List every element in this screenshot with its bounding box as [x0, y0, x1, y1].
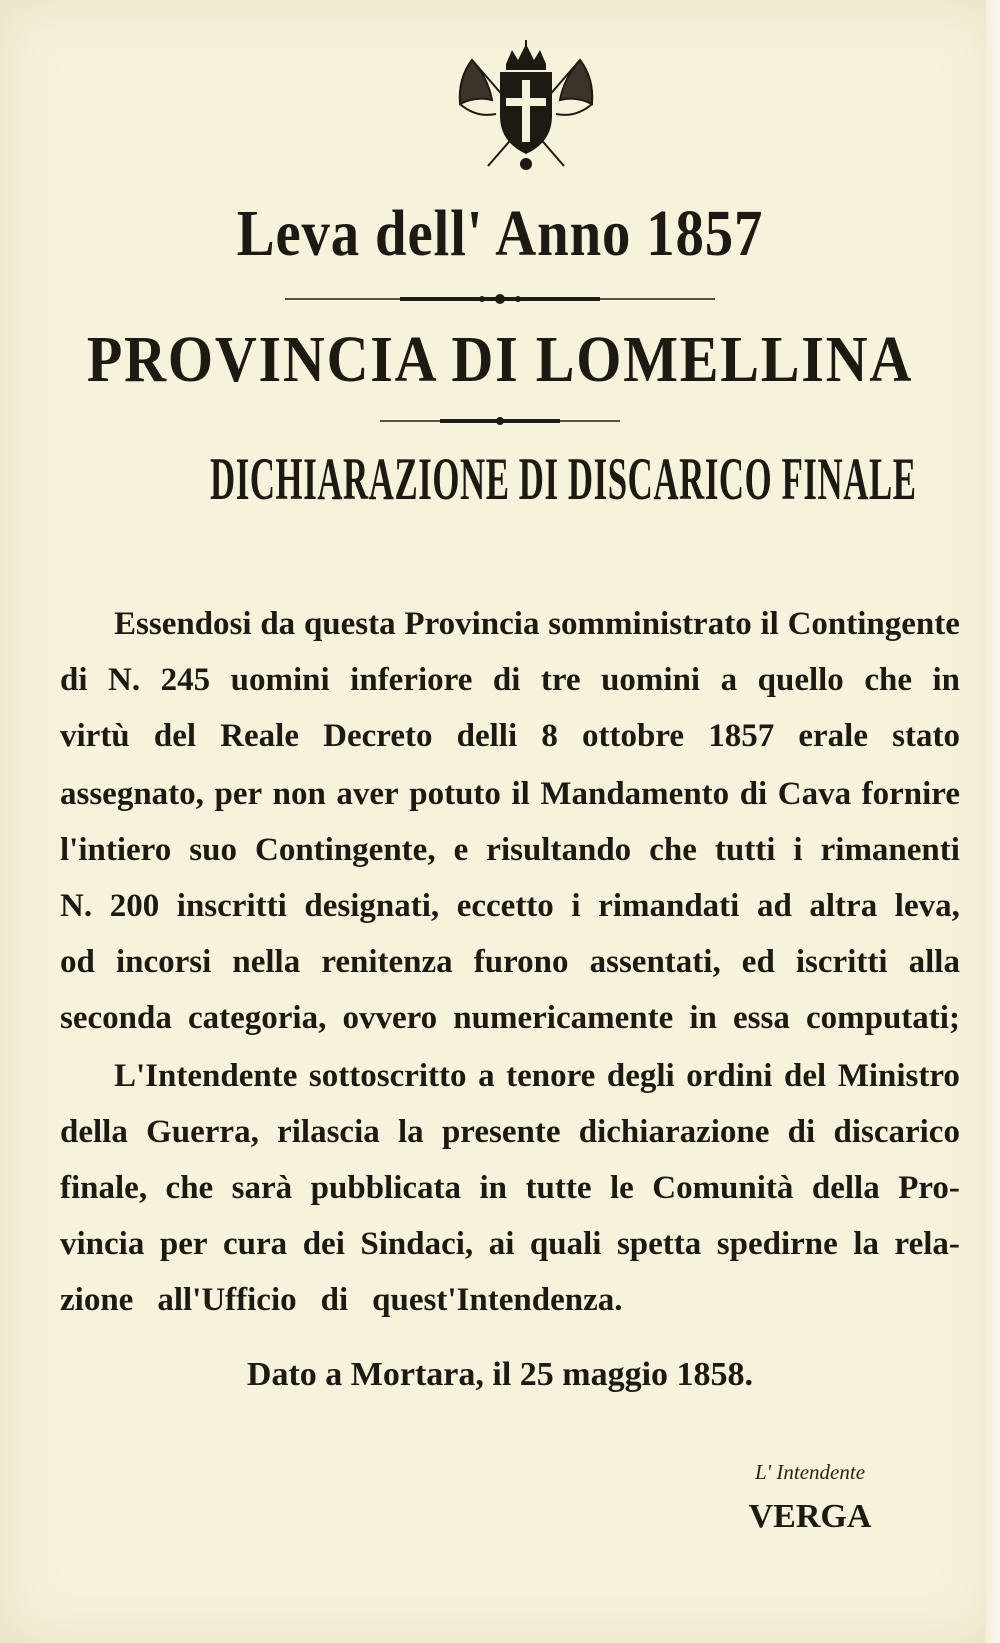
- body-word: nella: [232, 944, 301, 980]
- body-word: aver: [336, 776, 399, 812]
- body-line: [60, 776, 960, 826]
- body-word: uomini: [230, 662, 330, 698]
- body-line: [60, 944, 960, 994]
- body-word: ottobre: [582, 718, 685, 754]
- body-word: 1857: [708, 718, 775, 754]
- body-word: suo: [189, 832, 237, 868]
- body-word: Comunità: [652, 1170, 794, 1206]
- body-word: pubblicata: [310, 1170, 462, 1206]
- body-word: quest'Intendenza.: [372, 1282, 623, 1318]
- body-word: altra: [809, 888, 878, 924]
- body-word: somministrato: [548, 606, 752, 642]
- body-line: [114, 606, 960, 656]
- body-word: da: [260, 606, 296, 642]
- body-word: questa: [303, 606, 396, 642]
- body-word: assegnato,: [60, 776, 204, 812]
- body-word: Mandamento: [540, 776, 730, 812]
- body-word: i: [571, 888, 581, 924]
- body-word: per: [214, 776, 263, 812]
- body-word: tutte: [525, 1170, 592, 1206]
- body-word: inferiore: [350, 662, 473, 698]
- body-word: tenore: [506, 1058, 596, 1094]
- body-word: quali: [529, 1226, 602, 1262]
- body-word: alla: [908, 944, 960, 980]
- body-line: [60, 1226, 960, 1276]
- body-word: rimandati: [598, 888, 740, 924]
- levy-year-title: Leva dell' Anno 1857: [236, 197, 764, 270]
- body-word: la: [398, 1114, 424, 1150]
- body-word: ai: [488, 1226, 515, 1262]
- declaration-title: DICHIARAZIONE DI DISCARICO FINALE: [210, 446, 917, 512]
- body-word: non: [272, 776, 326, 812]
- body-word: Sindaci,: [360, 1226, 474, 1262]
- body-word: quello: [757, 662, 844, 698]
- body-word: sarà: [231, 1170, 293, 1206]
- body-word: Decreto: [323, 718, 433, 754]
- body-word: spedirne: [716, 1226, 838, 1262]
- province-title: PROVINCIA DI LOMELLINA: [86, 323, 914, 396]
- paper-edge: [986, 0, 1000, 1643]
- body-word: Provincia: [404, 606, 540, 642]
- body-word: Cava: [777, 776, 852, 812]
- body-word: del: [783, 1058, 827, 1094]
- body-line: [60, 1170, 960, 1220]
- body-word: ovvero: [342, 1000, 438, 1036]
- body-line: [60, 832, 960, 882]
- body-word: ed: [741, 944, 775, 980]
- body-line: [60, 662, 960, 712]
- body-word: tutti: [714, 832, 776, 868]
- body-word: zione: [60, 1282, 134, 1318]
- body-line: [60, 888, 960, 938]
- body-word: renitenza: [321, 944, 453, 980]
- body-word: eccetto: [456, 888, 554, 924]
- body-word: tre: [540, 662, 581, 698]
- body-word: del: [153, 718, 197, 754]
- body-word: ordini: [686, 1058, 773, 1094]
- body-word: finale,: [60, 1170, 148, 1206]
- body-word: fornire: [861, 776, 960, 812]
- body-word: presente: [441, 1114, 561, 1150]
- body-word: Contingente: [787, 606, 960, 642]
- body-word: all'Ufficio: [157, 1282, 297, 1318]
- body-word: Pro-: [898, 1170, 960, 1206]
- body-word: di: [492, 662, 521, 698]
- body-line: [60, 1114, 960, 1164]
- body-word: e: [453, 832, 469, 868]
- body-word: in: [689, 1000, 717, 1036]
- body-line: [60, 1282, 960, 1332]
- body-word: 8: [541, 718, 558, 754]
- body-word: uomini: [601, 662, 701, 698]
- body-word: la: [853, 1226, 879, 1262]
- body-word: a: [478, 1058, 495, 1094]
- body-word: rilascia: [277, 1114, 380, 1150]
- body-word: assentati,: [589, 944, 721, 980]
- body-word: di: [739, 776, 768, 812]
- body-word: che: [649, 832, 697, 868]
- body-word: od: [60, 944, 95, 980]
- body-word: numericamente: [453, 1000, 674, 1036]
- body-word: computati;: [805, 1000, 960, 1036]
- savoy-coat-of-arms-emblem: [452, 38, 600, 180]
- body-word: N.: [108, 662, 141, 698]
- body-word: Contingente,: [254, 832, 436, 868]
- body-line: [60, 1000, 960, 1050]
- body-word: i: [793, 832, 803, 868]
- body-word: Reale: [220, 718, 299, 754]
- body-word: N.: [60, 888, 93, 924]
- body-word: che: [864, 662, 912, 698]
- body-word: L'Intendente: [114, 1058, 298, 1094]
- body-word: inscritti: [176, 888, 287, 924]
- body-word: essa: [733, 1000, 790, 1036]
- body-word: virtù: [60, 718, 130, 754]
- body-word: vincia: [60, 1226, 145, 1262]
- body-word: potuto: [409, 776, 501, 812]
- body-word: a: [720, 662, 738, 698]
- date-line: Dato a Mortara, il 25 maggio 1858.: [246, 1356, 754, 1393]
- body-word: categoria,: [187, 1000, 327, 1036]
- body-word: discarico: [833, 1114, 960, 1150]
- body-word: stato: [892, 718, 960, 754]
- body-word: Guerra,: [146, 1114, 259, 1150]
- body-word: iscritti: [795, 944, 888, 980]
- body-word: in: [479, 1170, 508, 1206]
- body-word: per: [159, 1226, 208, 1262]
- title-divider-ornament: [0, 292, 1000, 306]
- body-word: Ministro: [837, 1058, 960, 1094]
- body-word: il: [760, 606, 779, 642]
- body-word: erale: [798, 718, 868, 754]
- body-line: [60, 718, 960, 768]
- body-word: rimanenti: [820, 832, 960, 868]
- body-word: furono: [473, 944, 569, 980]
- body-word: di: [60, 662, 88, 698]
- body-word: ad: [756, 888, 792, 924]
- body-word: le: [609, 1170, 634, 1206]
- body-word: della: [811, 1170, 880, 1206]
- signature-name: VERGA: [748, 1498, 872, 1535]
- signature-label: L' Intendente: [754, 1460, 866, 1484]
- body-word: 245: [160, 662, 211, 698]
- body-word: dichiarazione: [578, 1114, 770, 1150]
- body-word: cura: [223, 1226, 288, 1262]
- body-word: risultando: [486, 832, 632, 868]
- body-word: seconda: [60, 1000, 172, 1036]
- subtitle-divider-ornament: [0, 414, 1000, 428]
- body-line: [114, 1058, 960, 1108]
- body-word: delli: [456, 718, 518, 754]
- body-word: di: [320, 1282, 349, 1318]
- body-word: in: [932, 662, 960, 698]
- body-word: l'intiero: [60, 832, 172, 868]
- body-word: della: [60, 1114, 128, 1150]
- body-word: Essendosi: [114, 606, 252, 642]
- body-word: dei: [302, 1226, 345, 1262]
- body-word: che: [165, 1170, 214, 1206]
- body-word: degli: [606, 1058, 675, 1094]
- body-word: 200: [109, 888, 160, 924]
- body-word: di: [787, 1114, 816, 1150]
- body-word: incorsi: [115, 944, 212, 980]
- body-word: sottoscritto: [308, 1058, 467, 1094]
- body-word: rela-: [894, 1226, 960, 1262]
- body-word: designati,: [304, 888, 440, 924]
- body-word: spetta: [616, 1226, 702, 1262]
- body-word: il: [511, 776, 530, 812]
- body-word: leva,: [894, 888, 960, 924]
